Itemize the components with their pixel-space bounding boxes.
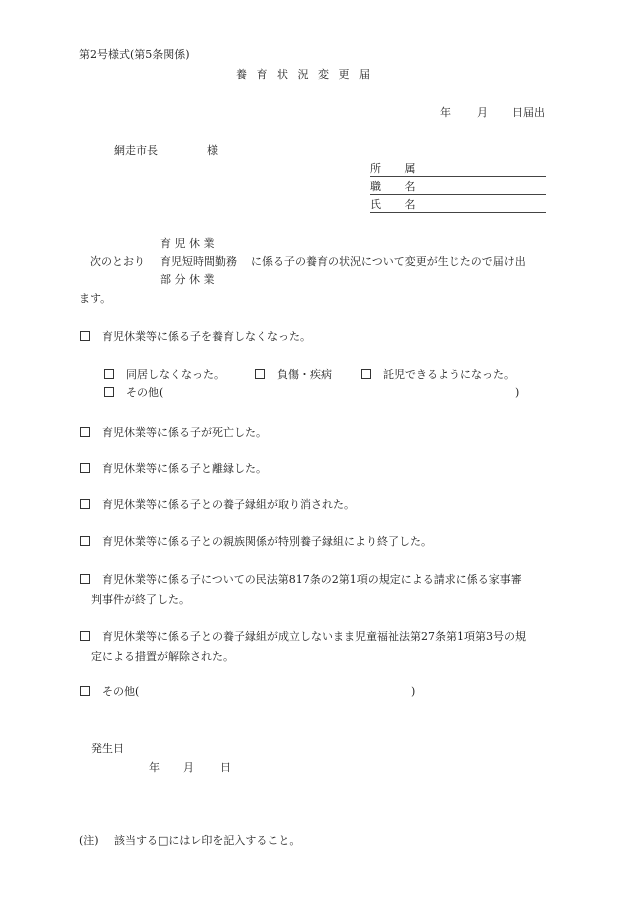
affiliation-label: 所 属 bbox=[370, 162, 426, 175]
page-title: 養 育 状 況 変 更 届 bbox=[236, 68, 373, 81]
name-label: 氏 名 bbox=[370, 198, 426, 211]
sub-option-injury[interactable]: 負傷・疾病 bbox=[255, 368, 332, 382]
name-field[interactable] bbox=[370, 198, 546, 213]
addressee-honorific: 様 bbox=[207, 144, 218, 157]
date-month: 月 bbox=[477, 106, 488, 119]
option-other[interactable]: その他( bbox=[80, 685, 139, 699]
option-measure-lifted-cont: 定による措置が解除された。 bbox=[91, 650, 234, 663]
option-relation-ended[interactable]: 育児休業等に係る子との親族関係が特別養子縁組により終了した。 bbox=[80, 535, 432, 549]
option-measure-lifted[interactable]: 育児休業等に係る子との養子縁組が成立しないまま児童福祉法第27条第1項第3号の規 bbox=[80, 630, 526, 644]
occurrence-year: 年 bbox=[149, 761, 160, 774]
option-adoption-cancelled[interactable]: 育児休業等に係る子との養子縁組が取り消された。 bbox=[80, 498, 355, 512]
checkbox[interactable] bbox=[80, 574, 90, 584]
checkbox[interactable] bbox=[255, 369, 265, 379]
sub-option-daycare[interactable]: 託児できるようになった。 bbox=[361, 368, 515, 382]
checkbox[interactable] bbox=[80, 463, 90, 473]
option-child-died[interactable]: 育児休業等に係る子が死亡した。 bbox=[80, 426, 267, 440]
addressee-name: 網走市長 bbox=[114, 144, 158, 157]
date-day-submitted: 日届出 bbox=[512, 106, 545, 119]
occurrence-month: 月 bbox=[183, 761, 194, 774]
option-no-longer-raising[interactable]: 育児休業等に係る子を養育しなくなった。 bbox=[80, 330, 311, 344]
note-text: 該当する□にはレ印を記入すること。 bbox=[114, 834, 301, 847]
checkbox[interactable] bbox=[80, 631, 90, 641]
leave-type-childcare: 育 児 休 業 bbox=[160, 237, 215, 250]
checkbox[interactable] bbox=[80, 427, 90, 437]
checkbox[interactable] bbox=[80, 536, 90, 546]
form-number: 第2号様式(第5条関係) bbox=[79, 48, 190, 61]
leave-type-short-hours: 育児短時間勤務 bbox=[160, 255, 237, 268]
checkbox[interactable] bbox=[80, 331, 90, 341]
job-title-field[interactable] bbox=[370, 180, 546, 195]
option-family-court-ended-cont: 判事件が終了した。 bbox=[91, 593, 190, 606]
intro-suffix: に係る子の養育の状況について変更が生じたので届け出 bbox=[251, 255, 526, 268]
note-prefix: (注) bbox=[79, 834, 99, 847]
checkbox[interactable] bbox=[80, 686, 90, 696]
option-other-close: ) bbox=[411, 685, 416, 698]
checkbox[interactable] bbox=[104, 369, 114, 379]
sub-option-no-cohabit[interactable]: 同居しなくなった。 bbox=[104, 368, 225, 382]
option-family-court-ended[interactable]: 育児休業等に係る子についての民法第817条の2第1項の規定による請求に係る家事審 bbox=[80, 573, 522, 587]
checkbox[interactable] bbox=[361, 369, 371, 379]
sub-option-other[interactable]: その他( bbox=[104, 386, 163, 400]
sub-option-other-close: ) bbox=[515, 386, 520, 399]
job-title-label: 職 名 bbox=[370, 180, 426, 193]
intro-continuation: ます。 bbox=[79, 292, 112, 305]
checkbox[interactable] bbox=[80, 499, 90, 509]
leave-type-partial: 部 分 休 業 bbox=[160, 273, 215, 286]
occurrence-label: 発生日 bbox=[91, 742, 124, 755]
option-dissolved-adoption[interactable]: 育児休業等に係る子と離縁した。 bbox=[80, 462, 267, 476]
date-year: 年 bbox=[440, 106, 451, 119]
intro-prefix: 次のとおり bbox=[90, 255, 145, 268]
occurrence-day: 日 bbox=[220, 761, 231, 774]
affiliation-field[interactable] bbox=[370, 162, 546, 177]
checkbox[interactable] bbox=[104, 387, 114, 397]
